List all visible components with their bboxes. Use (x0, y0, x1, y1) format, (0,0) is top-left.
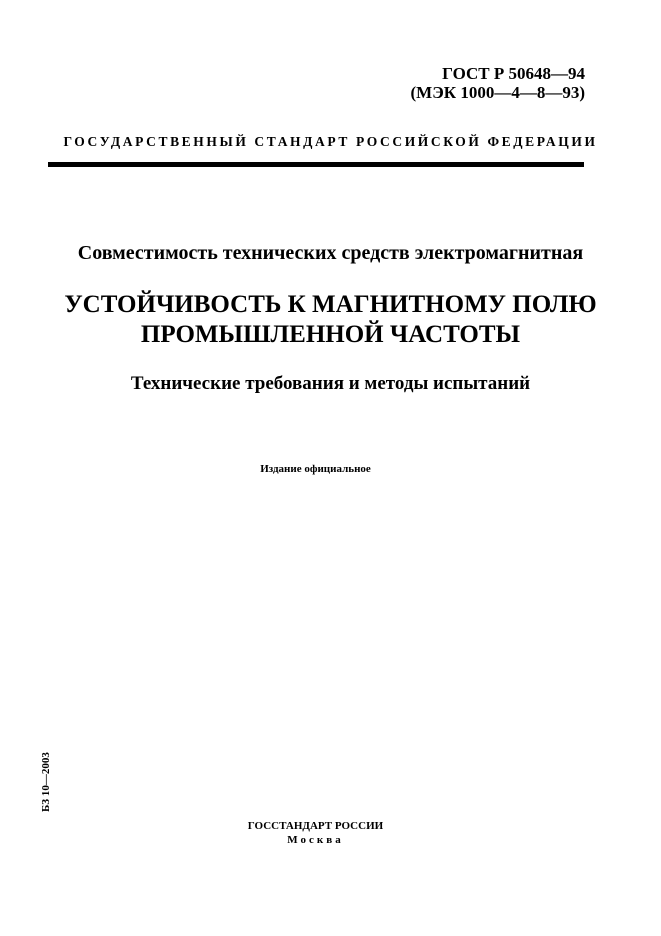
state-standard-header: ГОСУДАРСТВЕННЫЙ СТАНДАРТ РОССИЙСКОЙ ФЕДЕРАЦИИ (63, 134, 598, 149)
document-main-title (0, 290, 661, 350)
header-rule (48, 162, 584, 167)
publisher-name: ГОССТАНДАРТ РОССИИ (247, 820, 384, 832)
iec-number: (МЭК 1000—4—8—93) (410, 83, 585, 102)
main-title-line1: УСТОЙЧИВОСТЬ К МАГНИТНОМУ ПОЛЮ (64, 291, 597, 318)
publisher-city: Москва (287, 834, 344, 846)
edition-note: Издание официальное (260, 463, 371, 475)
document-title-line1: Совместимость технических средств электромагнитная (77, 242, 584, 264)
side-code: БЗ 10—2003 (40, 752, 52, 812)
main-title-line2: ПРОМЫШЛЕННОЙ ЧАСТОТЫ (140, 321, 521, 348)
standard-number: ГОСТ Р 50648—94 (442, 64, 585, 83)
document-subtitle: Технические требования и методы испытаний (130, 373, 531, 394)
standard-number-block (411, 64, 585, 102)
publisher-block (0, 819, 631, 847)
